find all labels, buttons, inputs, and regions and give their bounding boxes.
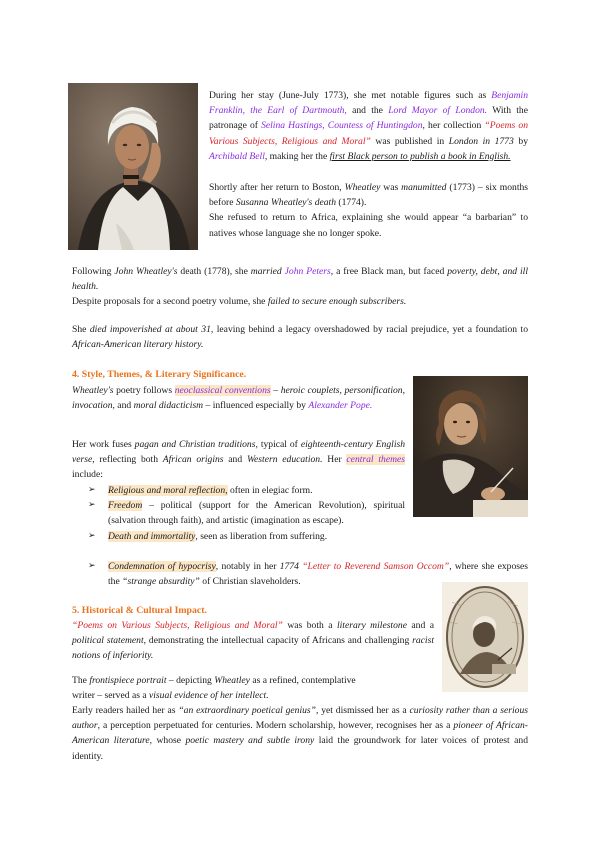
link-franklin-dartmouth[interactable]: Benjamin Franklin, the Earl of Dartmouth,: [209, 90, 528, 117]
link-selina-hastings[interactable]: Selina Hastings, Countess of Huntingdon: [261, 120, 423, 132]
link-alexander-pope[interactable]: Alexander Pope.: [308, 400, 373, 412]
themes-bullet-list: [72, 483, 405, 544]
portrait-woman-image: [68, 83, 198, 250]
paragraph-london-visit: During her stay (June-July 1773), she met notable figures such as Benjamin Franklin, the Earl of Dartmouth, and the Lord Mayor of London. With the patronage of Selina Hastings, Countess of Huntingdon, her collection “Poems on Various Subjects, Religious and Moral” was published in London in 1773 by Archibald Bell, making her the first Black person to publish a book in English.: [209, 90, 529, 162]
paragraph-impact: “Poems on Various Subjects, Religious and Moral” was both a literary milestone and a political statement, demonstrating the intellectual capacity of Africans and challenging racist notions of inferiority.: [72, 620, 434, 662]
paragraph-reception: Early readers hailed her as “an extraordinary poetical genius”, yet dismissed her as a curiosity rather than a serious author, a perception perpetuated for centuries. Modern scholarship, however, recognises her as a pioneer of African-American literature, whose poetic mastery and subtle irony laid the groundwork for later voices of protest and identity.: [72, 705, 528, 762]
paragraph-death: She died impoverished at about 31, leaving behind a legacy overshadowed by racial prejudice, yet a foundation to African-American literary history.: [72, 324, 528, 351]
paragraph-themes: Her work fuses pagan and Christian traditions, typical of eighteenth-century English verse, reflecting both African origins and Western education. Her central themes include:: [72, 439, 406, 481]
paragraph-style: Wheatley's poetry follows neoclassical conventions – heroic couplets, personification, invocation, and moral didacticism – influenced especially by Alexander Pope.: [72, 385, 406, 412]
link-lord-mayor[interactable]: Lord Mayor of London.: [388, 105, 488, 117]
list-item: ➢ Death and immortality, seen as liberation from suffering.: [88, 530, 328, 542]
paragraph-frontispiece: The frontispiece portrait – depicting Wheatley as a refined, contemplative writer – served as a visual evidence of her intellect.: [72, 675, 356, 702]
paragraph-marriage: Following John Wheatley's death (1778), she married John Peters, a free Black man, but faced poverty, debt, and ill health. Despite proposals for a second poetry volume, she failed to secure enough subscribers.: [72, 266, 528, 308]
list-item: ➢ Freedom – political (support for the American Revolution), spiritual (salvation through faith), and artistic (imagination as escape).: [88, 500, 405, 527]
list-item: ➢ Religious and moral reflection, often in elegiac form.: [88, 485, 313, 496]
portrait-man-image: [413, 376, 528, 517]
frontispiece-image: [442, 582, 528, 692]
section-4-heading: 4. Style, Themes, & Literary Significance.: [72, 369, 247, 380]
link-john-peters[interactable]: John Peters: [284, 266, 331, 277]
section-5-heading: 5. Historical & Cultural Impact.: [72, 605, 207, 616]
paragraph-return-boston: Shortly after her return to Boston, Wheatley was manumitted (1773) – six months before Susanna Wheatley's death (1774). She refused to return to Africa, explaining she would appear “a barbarian” to natives whose language she no longer spoke.: [209, 182, 529, 239]
list-item: ➢ Condemnation of hypocrisy, notably in her 1774 “Letter to Reverend Samson Occom”, where she exposes the “strange absurdity” of Christian slaveholders.: [88, 561, 528, 588]
link-archibald-bell[interactable]: Archibald Bell: [209, 150, 265, 162]
